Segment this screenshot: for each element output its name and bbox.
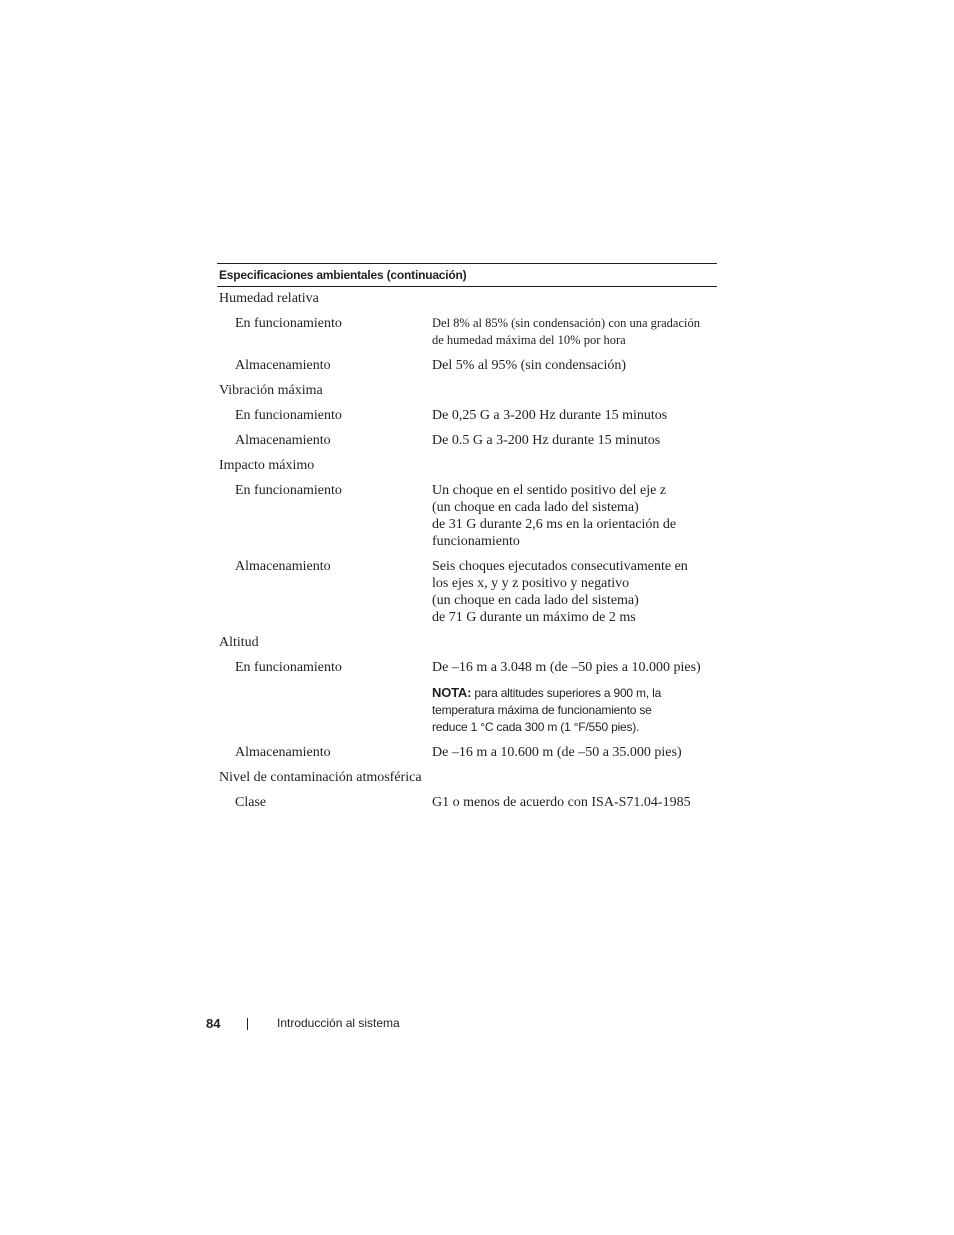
specs-table — [217, 263, 717, 819]
page-number: 84 — [206, 1016, 221, 1031]
value-line: Un choque en el sentido positivo del eje z — [432, 483, 667, 498]
note-label: NOTA: — [432, 685, 472, 700]
spec-label: Almacenamiento — [235, 358, 331, 373]
spec-value: De –16 m a 10.600 m (de –50 a 35.000 pies) — [432, 745, 682, 760]
spec-row — [217, 558, 717, 626]
value-line: de 31 G durante 2,6 ms en la orientación de — [432, 517, 677, 532]
value-line: funcionamiento — [432, 534, 520, 549]
spec-value: Del 5% al 95% (sin condensación) — [432, 358, 626, 373]
note-line: para altitudes superiores a 900 m, la — [471, 686, 662, 700]
section-row-contaminacion — [217, 769, 717, 786]
note-line: reduce 1 °C cada 300 m (1 °F/550 pies). — [432, 720, 640, 734]
spec-label: Clase — [235, 795, 267, 810]
value-line: de humedad máxima del 10% por hora — [432, 333, 626, 347]
spec-label: Almacenamiento — [235, 433, 331, 448]
spec-label: En funcionamiento — [235, 483, 342, 498]
value-line: Seis choques ejecutados consecutivamente en — [432, 559, 688, 574]
spec-row — [217, 357, 717, 374]
table-body — [217, 287, 717, 811]
section-row-impacto — [217, 457, 717, 474]
section-label: Vibración máxima — [219, 383, 323, 398]
spec-row — [217, 794, 717, 811]
page-footer — [206, 1015, 400, 1032]
value-line: (un choque en cada lado del sistema) — [432, 593, 639, 608]
spec-row — [217, 407, 717, 424]
spec-value: G1 o menos de acuerdo con ISA-S71.04-1985 — [432, 795, 691, 810]
spec-value: De 0.5 G a 3-200 Hz durante 15 minutos — [432, 433, 661, 448]
note-block — [432, 684, 717, 736]
spec-label: Almacenamiento — [235, 559, 331, 574]
chapter-title: Introducción al sistema — [277, 1016, 400, 1030]
note-line: temperatura máxima de funcionamiento se — [432, 703, 652, 717]
spec-value — [432, 558, 717, 626]
section-label: Nivel de contaminación atmosférica — [219, 770, 422, 785]
spec-label: En funcionamiento — [235, 408, 342, 423]
spec-row — [217, 659, 717, 736]
spec-value — [432, 659, 717, 736]
section-row-humedad — [217, 290, 717, 307]
section-row-altitud — [217, 634, 717, 651]
spec-row — [217, 482, 717, 550]
value-line: (un choque en cada lado del sistema) — [432, 500, 639, 515]
section-label: Humedad relativa — [219, 291, 319, 306]
spec-label: En funcionamiento — [235, 316, 342, 331]
spec-label: En funcionamiento — [235, 660, 342, 675]
section-label: Impacto máximo — [219, 458, 315, 473]
section-label: Altitud — [219, 635, 259, 650]
spec-row — [217, 315, 717, 349]
spec-row — [217, 744, 717, 761]
section-row-vibracion — [217, 382, 717, 399]
spec-value — [432, 482, 717, 550]
table-title: Especificaciones ambientales (continuación) — [217, 263, 717, 287]
value-line: los ejes x, y y z positivo y negativo — [432, 576, 630, 591]
spec-value — [432, 315, 717, 349]
spec-label: Almacenamiento — [235, 745, 331, 760]
value-line: de 71 G durante un máximo de 2 ms — [432, 610, 636, 625]
spec-value: De 0,25 G a 3-200 Hz durante 15 minutos — [432, 408, 668, 423]
value-line: De –16 m a 3.048 m (de –50 pies a 10.000 pies) — [432, 660, 701, 675]
footer-divider — [247, 1018, 248, 1030]
spec-row — [217, 432, 717, 449]
value-line: Del 8% al 85% (sin condensación) con una gradación — [432, 316, 700, 330]
